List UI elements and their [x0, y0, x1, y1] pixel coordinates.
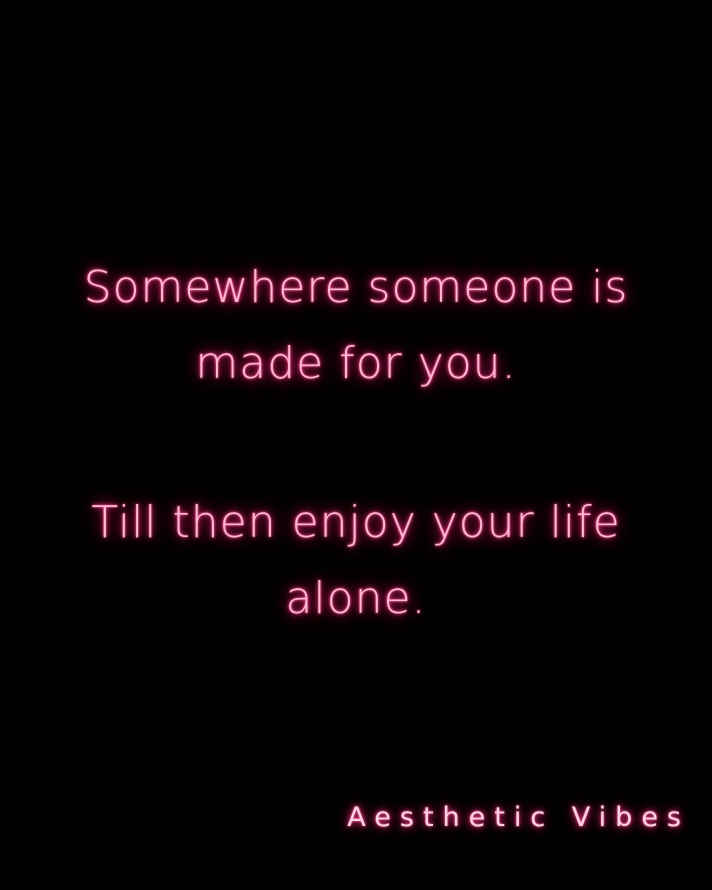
quote-paragraph-2 [0, 485, 712, 637]
quote-line-4: alone. [285, 573, 427, 624]
quote-line-3: Till then enjoy your life [91, 497, 621, 548]
quote-line-1: Somewhere someone is [83, 262, 629, 313]
quote-paragraph-1 [0, 250, 712, 402]
signature-text: Aesthetic Vibes [347, 802, 690, 833]
quote-line-2: made for you. [195, 338, 517, 389]
